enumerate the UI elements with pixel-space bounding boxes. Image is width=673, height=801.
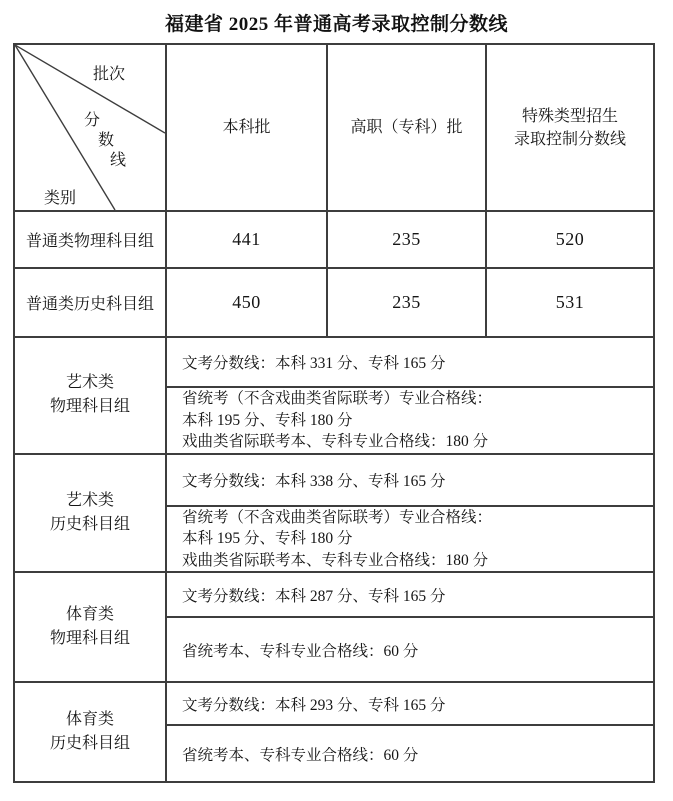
col-header-gaozhi: 高职（专科）批 [327, 44, 486, 211]
row-sports-history-exam [14, 682, 654, 725]
group-label-art-history [14, 454, 166, 573]
pass-line3: 戏曲类省际联考本、专科专业合格线：180 分 [182, 551, 489, 569]
pass-line2: 本科 195 分、专科 180 分 [182, 530, 353, 547]
group-label-art-physics [14, 337, 166, 454]
pass-score-lines [166, 506, 654, 573]
score-teshu: 531 [486, 268, 654, 337]
row-art-history-exam [14, 454, 654, 506]
group-label-line2: 物理科目组 [49, 398, 130, 416]
corner-label-score-char1: 分 [84, 112, 101, 129]
group-label-line2: 历史科目组 [49, 735, 130, 752]
group-label-line1: 体育类 [65, 711, 114, 728]
pass-line3: 戏曲类省际联考本、专科专业合格线：180 分 [182, 433, 489, 450]
group-label-line2: 历史科目组 [49, 515, 130, 533]
col-header-teshu-line2: 录取控制分数线 [513, 130, 626, 148]
score-table [13, 43, 655, 783]
pass-line2: 本科 195 分、专科 180 分 [182, 411, 353, 429]
exam-score-line: 文考分数线：本科 338 分、专科 165 分 [166, 454, 654, 506]
row-label: 普通类历史科目组 [14, 268, 166, 337]
corner-label-score-char2: 数 [98, 132, 115, 149]
score-benke: 441 [166, 211, 327, 268]
exam-score-line: 文考分数线：本科 287 分、专科 165 分 [166, 572, 654, 617]
group-label-sports-physics [14, 572, 166, 682]
score-benke: 450 [166, 268, 327, 337]
row-label: 普通类物理科目组 [14, 211, 166, 268]
pass-score-lines: 省统考本、专科专业合格线：60 分 [166, 725, 654, 782]
pass-line1: 省统考（不含戏曲类省际联考）专业合格线： [182, 508, 493, 526]
corner-header-cell [14, 44, 166, 211]
col-header-teshu-line1: 特殊类型招生 [521, 107, 618, 125]
pass-score-lines: 省统考本、专科专业合格线：60 分 [166, 617, 654, 682]
pass-line1: 省统考（不含戏曲类省际联考）专业合格线： [182, 390, 493, 407]
col-header-teshu [486, 44, 654, 211]
col-header-benke: 本科批 [166, 44, 327, 211]
group-label-line1: 艺术类 [65, 491, 114, 509]
group-label-line1: 艺术类 [65, 374, 114, 392]
corner-label-score-char3: 线 [110, 152, 127, 169]
row-art-physics-exam [14, 337, 654, 387]
score-gaozhi: 235 [327, 211, 486, 268]
row-ordinary-physics [14, 211, 654, 268]
page-title: 福建省 2025 年普通高考录取控制分数线 [164, 14, 508, 35]
corner-label-category: 类别 [44, 190, 77, 207]
header-row [14, 44, 654, 211]
group-label-line2: 物理科目组 [49, 630, 130, 647]
row-ordinary-history [14, 268, 654, 337]
group-label-sports-history [14, 682, 166, 782]
row-sports-physics-exam [14, 572, 654, 617]
pass-score-lines [166, 387, 654, 454]
score-teshu: 520 [486, 211, 654, 268]
group-label-line1: 体育类 [65, 606, 114, 623]
corner-label-batch: 批次 [93, 66, 126, 83]
exam-score-line: 文考分数线：本科 331 分、专科 165 分 [166, 337, 654, 387]
exam-score-line: 文考分数线：本科 293 分、专科 165 分 [166, 682, 654, 725]
score-gaozhi: 235 [327, 268, 486, 337]
